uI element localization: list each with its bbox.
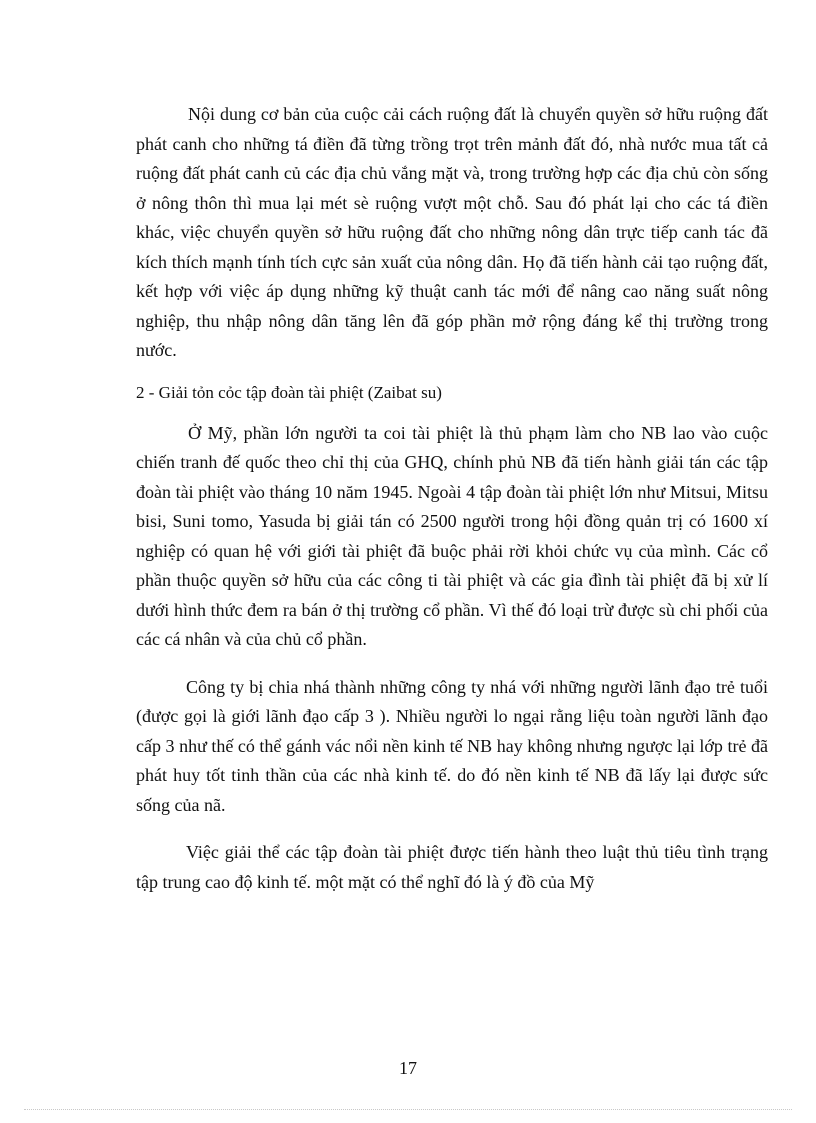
page-body bbox=[136, 100, 768, 897]
bottom-divider bbox=[24, 1109, 792, 1110]
paragraph-zaibatsu-dissolution: Ở Mỹ, phần lớn người ta coi tài phiệt là thủ phạm làm cho NB lao vào cuộc chiến tranh đế quốc theo chỉ thị của GHQ, chính phủ NB đã tiến hành giải tán các tập đoàn tài phiệt vào tháng 10 năm 1945. Ngoài 4 tập đoàn tài phiệt lớn như Mitsui, Mitsu bisi, Suni tomo, Yasuda bị giải tán có 2500 người trong hội đồng quản trị có 1600 xí nghiệp có quan hệ với giới tài phiệt đã buộc phải rời khỏi chức vụ của mình. Các cổ phần thuộc quyền sở hữu của các công ti tài phiệt và các gia đình tài phiệt đã bị xử lí dưới hình thức đem ra bán ở thị trường cổ phần. Vì thế đó loại trừ được sù chi phối của các cá nhân và của chủ cổ phần. bbox=[136, 422, 768, 649]
paragraph-company-split: Công ty bị chia nhá thành những công ty nhá với những người lãnh đạo trẻ tuổi (được gọi là giới lãnh đạo cấp 3 ). Nhiều người lo ngại rằng liệu toàn người lãnh đạo cấp 3 như thế có thể gánh vác nổi nền kinh tế NB hay không nhưng ngược lại lớp trẻ đã phát huy tốt tinh thần của các nhà kinh tế. do đó nền kinh tế NB đã lấy lại được sức sống của nã. bbox=[136, 676, 768, 815]
section-heading: 2 - Giải tỏn cỏc tập đoàn tài phiệt (Zaibat su) bbox=[136, 382, 442, 402]
page-number: 17 bbox=[399, 1058, 417, 1078]
paragraph-dissolution-law: Việc giải thể các tập đoàn tài phiệt được tiến hành theo luật thủ tiêu tình trạng tập trung cao độ kinh tế. một mặt có thể nghĩ đó là ý đồ của Mỹ bbox=[136, 842, 768, 892]
paragraph-land-reform: Nội dung cơ bản của cuộc cải cách ruộng đất là chuyển quyền sở hữu ruộng đất phát canh cho những tá điền đã từng trồng trọt trên mảnh đất đó, nhà nước mua tất cả ruộng đất phát canh củ các địa chủ vắng mặt và, trong trường hợp các địa chủ còn sống ở nông thôn thì mua lại mét sè ruộng vượt một chỗ. Sau đó phát lại cho các tá điền khác, việc chuyển quyền sở hữu ruộng đất cho những nông dân trực tiếp canh tác đã kích thích mạnh tính tích cực sản xuất của nông dân. Họ đã tiến hành cải tạo ruộng đất, kết hợp với việc áp dụng những kỹ thuật canh tác mới để nâng cao năng suất nông nghiệp, thu nhập nông dân tăng lên đã góp phần mở rộng đáng kể thị trường trong nước. bbox=[136, 104, 768, 360]
